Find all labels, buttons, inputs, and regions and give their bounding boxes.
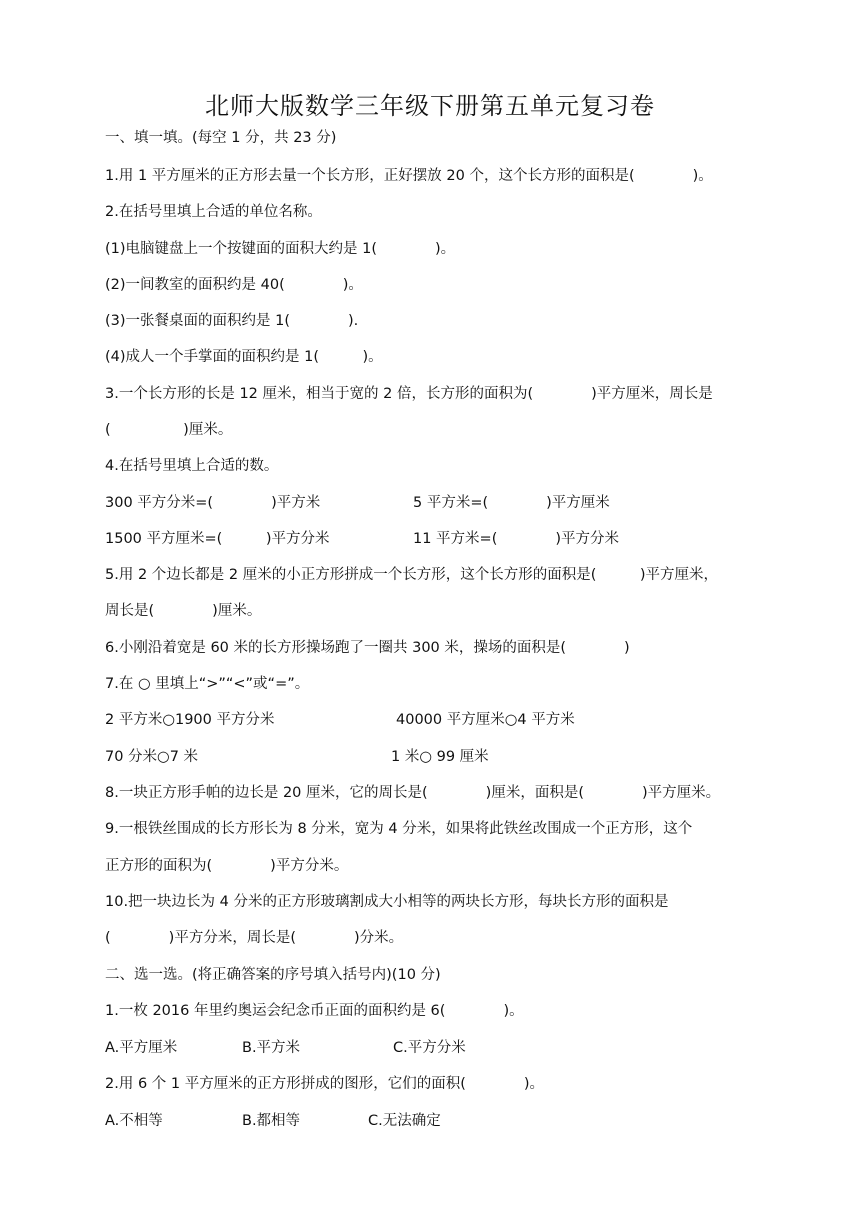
- question-7-d: 1 米○ 99 厘米: [391, 749, 489, 765]
- question-2-1: (1)电脑键盘上一个按键面的面积大约是 1( )。: [105, 241, 456, 257]
- question-7-a: 2 平方米○1900 平方分米: [105, 712, 275, 728]
- question-7-b: 40000 平方厘米○4 平方米: [396, 712, 575, 728]
- question-2: 2.在括号里填上合适的单位名称。: [105, 204, 322, 220]
- question-3-line-2: ( )厘米。: [105, 422, 233, 438]
- question-2-4: (4)成人一个手掌面的面积约是 1( )。: [105, 349, 383, 365]
- question-10-line-1: 10.把一块边长为 4 分米的正方形玻璃割成大小相等的两块长方形，每块长方形的面积是: [105, 894, 669, 910]
- question-4: 4.在括号里填上合适的数。: [105, 458, 279, 474]
- s2-question-2-option-c: C.无法确定: [368, 1113, 441, 1129]
- question-5-line-2: 周长是( )厘米。: [105, 603, 262, 619]
- question-3-line-1: 3.一个长方形的长是 12 厘米，相当于宽的 2 倍，长方形的面积为( )平方厘米，周长是: [105, 386, 713, 402]
- section2-heading: 二、选一选。(将正确答案的序号填入括号内)(10 分): [105, 967, 441, 983]
- question-5-line-1: 5.用 2 个边长都是 2 厘米的小正方形拼成一个长方形，这个长方形的面积是( )平方厘米，: [105, 567, 719, 583]
- question-4-c: 1500 平方厘米=( )平方分米: [105, 531, 330, 547]
- question-9-line-1: 9.一根铁丝围成的长方形长为 8 分米，宽为 4 分米，如果将此铁丝改围成一个正方形，这个: [105, 821, 693, 837]
- question-8: 8.一块正方形手帕的边长是 20 厘米，它的周长是( )厘米，面积是( )平方厘米。: [105, 785, 721, 801]
- question-4-b: 5 平方米=( )平方厘米: [413, 495, 610, 511]
- question-7-c: 70 分米○7 米: [105, 749, 199, 765]
- s2-question-2: 2.用 6 个 1 平方厘米的正方形拼成的图形，它们的面积( )。: [105, 1076, 545, 1092]
- question-6: 6.小刚沿着宽是 60 米的长方形操场跑了一圈共 300 米，操场的面积是( ): [105, 640, 630, 656]
- s2-question-2-option-a: A.不相等: [105, 1113, 163, 1129]
- question-1: 1.用 1 平方厘米的正方形去量一个长方形，正好摆放 20 个，这个长方形的面积是( )。: [105, 168, 713, 184]
- s2-question-1-option-c: C.平方分米: [393, 1040, 466, 1056]
- question-10-line-2: ( )平方分米，周长是( )分米。: [105, 930, 404, 946]
- s2-question-2-option-b: B.都相等: [242, 1113, 301, 1129]
- question-4-d: 11 平方米=( )平方分米: [413, 531, 620, 547]
- s2-question-1: 1.一枚 2016 年里约奥运会纪念币正面的面积约是 6( )。: [105, 1003, 524, 1019]
- question-4-a: 300 平方分米=( )平方米: [105, 495, 321, 511]
- s2-question-1-option-b: B.平方米: [242, 1040, 301, 1056]
- question-2-3: (3)一张餐桌面的面积约是 1( ).: [105, 313, 359, 329]
- question-9-line-2: 正方形的面积为( )平方分米。: [105, 858, 349, 874]
- section1-heading: 一、填一填。(每空 1 分，共 23 分): [105, 130, 337, 146]
- question-7: 7.在 ○ 里填上“>”“<”或“=”。: [105, 676, 310, 692]
- question-2-2: (2)一间教室的面积约是 40( )。: [105, 277, 363, 293]
- page-title: 北师大版数学三年级下册第五单元复习卷: [205, 92, 655, 120]
- s2-question-1-option-a: A.平方厘米: [105, 1040, 178, 1056]
